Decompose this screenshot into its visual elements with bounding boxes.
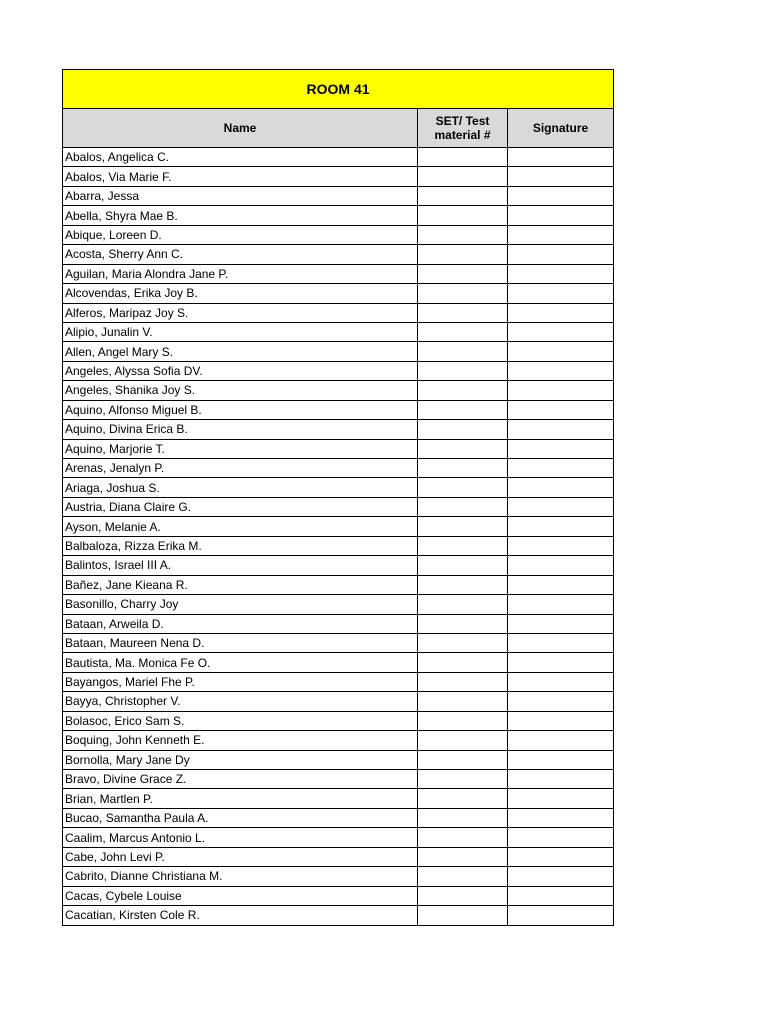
signature-cell[interactable]	[508, 264, 614, 283]
table-row	[63, 770, 614, 789]
student-name-cell: Bornolla, Mary Jane Dy	[63, 750, 418, 769]
set-material-cell[interactable]	[418, 731, 508, 750]
table-row	[63, 750, 614, 769]
student-name-cell: Aguilan, Maria Alondra Jane P.	[63, 264, 418, 283]
set-material-cell[interactable]	[418, 264, 508, 283]
set-material-cell[interactable]	[418, 303, 508, 322]
set-material-cell[interactable]	[418, 633, 508, 652]
signature-cell[interactable]	[508, 808, 614, 827]
student-name-cell: Cacas, Cybele Louise	[63, 886, 418, 905]
table-row	[63, 653, 614, 672]
signature-cell[interactable]	[508, 459, 614, 478]
table-row	[63, 614, 614, 633]
table-row	[63, 711, 614, 730]
student-name-cell: Angeles, Shanika Joy S.	[63, 381, 418, 400]
attendance-rows	[63, 148, 614, 926]
attendance-table	[62, 69, 614, 926]
student-name-cell: Abalos, Via Marie F.	[63, 167, 418, 186]
student-name-cell: Austria, Diana Claire G.	[63, 497, 418, 516]
signature-cell[interactable]	[508, 595, 614, 614]
signature-cell[interactable]	[508, 847, 614, 866]
student-name-cell: Basonillo, Charry Joy	[63, 595, 418, 614]
set-material-cell[interactable]	[418, 478, 508, 497]
student-name-cell: Ariaga, Joshua S.	[63, 478, 418, 497]
signature-cell[interactable]	[508, 303, 614, 322]
signature-cell[interactable]	[508, 672, 614, 691]
signature-cell[interactable]	[508, 867, 614, 886]
set-material-cell[interactable]	[418, 770, 508, 789]
set-material-cell[interactable]	[418, 867, 508, 886]
table-row	[63, 478, 614, 497]
set-material-cell[interactable]	[418, 342, 508, 361]
set-material-cell[interactable]	[418, 828, 508, 847]
student-name-cell: Caalim, Marcus Antonio L.	[63, 828, 418, 847]
set-material-cell[interactable]	[418, 497, 508, 516]
signature-cell[interactable]	[508, 186, 614, 205]
table-row	[63, 361, 614, 380]
student-name-cell: Alferos, Maripaz Joy S.	[63, 303, 418, 322]
student-name-cell: Balintos, Israel III A.	[63, 556, 418, 575]
table-row	[63, 225, 614, 244]
student-name-cell: Abarra, Jessa	[63, 186, 418, 205]
room-title: ROOM 41	[63, 70, 614, 109]
student-name-cell: Aquino, Divina Erica B.	[63, 420, 418, 439]
signature-cell[interactable]	[508, 478, 614, 497]
signature-cell[interactable]	[508, 731, 614, 750]
student-name-cell: Abella, Shyra Mae B.	[63, 206, 418, 225]
set-material-cell[interactable]	[418, 653, 508, 672]
table-row	[63, 886, 614, 905]
set-material-cell[interactable]	[418, 692, 508, 711]
student-name-cell: Alipio, Junalin V.	[63, 322, 418, 341]
signature-cell[interactable]	[508, 167, 614, 186]
set-material-cell[interactable]	[418, 750, 508, 769]
signature-cell[interactable]	[508, 886, 614, 905]
signature-cell[interactable]	[508, 906, 614, 925]
student-name-cell: Boquing, John Kenneth E.	[63, 731, 418, 750]
signature-cell[interactable]	[508, 206, 614, 225]
table-row	[63, 692, 614, 711]
header-row	[63, 109, 614, 148]
signature-cell[interactable]	[508, 692, 614, 711]
set-material-cell[interactable]	[418, 206, 508, 225]
table-row	[63, 342, 614, 361]
signature-column-header: Signature	[508, 109, 614, 148]
table-row	[63, 575, 614, 594]
student-name-cell: Bataan, Arweila D.	[63, 614, 418, 633]
set-material-cell[interactable]	[418, 536, 508, 555]
set-material-cell[interactable]	[418, 381, 508, 400]
table-row	[63, 206, 614, 225]
set-material-cell[interactable]	[418, 614, 508, 633]
signature-cell[interactable]	[508, 420, 614, 439]
table-row	[63, 245, 614, 264]
set-material-cell[interactable]	[418, 517, 508, 536]
table-row	[63, 497, 614, 516]
table-row	[63, 303, 614, 322]
set-material-cell[interactable]	[418, 400, 508, 419]
signature-cell[interactable]	[508, 439, 614, 458]
signature-cell[interactable]	[508, 381, 614, 400]
signature-cell[interactable]	[508, 361, 614, 380]
signature-cell[interactable]	[508, 633, 614, 652]
set-material-cell[interactable]	[418, 711, 508, 730]
set-material-cell[interactable]	[418, 361, 508, 380]
student-name-cell: Alcovendas, Erika Joy B.	[63, 284, 418, 303]
student-name-cell: Bayya, Christopher V.	[63, 692, 418, 711]
signature-cell[interactable]	[508, 750, 614, 769]
table-row	[63, 808, 614, 827]
student-name-cell: Ayson, Melanie A.	[63, 517, 418, 536]
set-material-cell[interactable]	[418, 906, 508, 925]
table-row	[63, 789, 614, 808]
signature-cell[interactable]	[508, 653, 614, 672]
student-name-cell: Arenas, Jenalyn P.	[63, 459, 418, 478]
signature-cell[interactable]	[508, 245, 614, 264]
table-row	[63, 906, 614, 925]
student-name-cell: Cabe, John Levi P.	[63, 847, 418, 866]
student-name-cell: Abique, Loreen D.	[63, 225, 418, 244]
set-material-cell[interactable]	[418, 575, 508, 594]
table-row	[63, 420, 614, 439]
set-material-cell[interactable]	[418, 245, 508, 264]
table-row	[63, 847, 614, 866]
table-row	[63, 459, 614, 478]
table-row	[63, 731, 614, 750]
student-name-cell: Aquino, Marjorie T.	[63, 439, 418, 458]
signature-cell[interactable]	[508, 284, 614, 303]
set-material-cell[interactable]	[418, 595, 508, 614]
table-row	[63, 167, 614, 186]
table-row	[63, 284, 614, 303]
attendance-sheet	[62, 69, 613, 926]
table-row	[63, 556, 614, 575]
table-row	[63, 400, 614, 419]
set-material-cell[interactable]	[418, 789, 508, 808]
signature-cell[interactable]	[508, 614, 614, 633]
set-material-cell[interactable]	[418, 847, 508, 866]
student-name-cell: Angeles, Alyssa Sofia DV.	[63, 361, 418, 380]
set-material-cell[interactable]	[418, 808, 508, 827]
student-name-cell: Bañez, Jane Kieana R.	[63, 575, 418, 594]
set-material-cell[interactable]	[418, 186, 508, 205]
signature-cell[interactable]	[508, 536, 614, 555]
table-row	[63, 264, 614, 283]
signature-cell[interactable]	[508, 711, 614, 730]
student-name-cell: Aquino, Alfonso Miguel B.	[63, 400, 418, 419]
student-name-cell: Bolasoc, Erico Sam S.	[63, 711, 418, 730]
student-name-cell: Bayangos, Mariel Fhe P.	[63, 672, 418, 691]
table-row	[63, 517, 614, 536]
table-row	[63, 381, 614, 400]
student-name-cell: Bravo, Divine Grace Z.	[63, 770, 418, 789]
table-row	[63, 322, 614, 341]
student-name-cell: Bucao, Samantha Paula A.	[63, 808, 418, 827]
table-row	[63, 595, 614, 614]
signature-cell[interactable]	[508, 400, 614, 419]
set-material-header-text: SET/ Test material #	[434, 114, 491, 142]
signature-cell[interactable]	[508, 770, 614, 789]
set-material-cell[interactable]	[418, 459, 508, 478]
signature-cell[interactable]	[508, 322, 614, 341]
set-material-cell[interactable]	[418, 886, 508, 905]
student-name-cell: Brian, Martlen P.	[63, 789, 418, 808]
table-row	[63, 867, 614, 886]
table-row	[63, 633, 614, 652]
student-name-cell: Allen, Angel Mary S.	[63, 342, 418, 361]
signature-cell[interactable]	[508, 556, 614, 575]
set-material-cell[interactable]	[418, 148, 508, 167]
table-row	[63, 672, 614, 691]
table-row	[63, 148, 614, 167]
name-column-header: Name	[63, 109, 418, 148]
signature-cell[interactable]	[508, 497, 614, 516]
set-material-cell[interactable]	[418, 284, 508, 303]
set-material-cell[interactable]	[418, 439, 508, 458]
set-material-cell[interactable]	[418, 672, 508, 691]
student-name-cell: Acosta, Sherry Ann C.	[63, 245, 418, 264]
student-name-cell: Abalos, Angelica C.	[63, 148, 418, 167]
signature-cell[interactable]	[508, 517, 614, 536]
table-row	[63, 439, 614, 458]
signature-cell[interactable]	[508, 828, 614, 847]
signature-cell[interactable]	[508, 225, 614, 244]
set-material-cell[interactable]	[418, 167, 508, 186]
set-material-cell[interactable]	[418, 225, 508, 244]
title-row	[63, 70, 614, 109]
table-row	[63, 828, 614, 847]
set-material-column-header	[418, 109, 508, 148]
signature-cell[interactable]	[508, 342, 614, 361]
signature-cell[interactable]	[508, 789, 614, 808]
student-name-cell: Balbaloza, Rizza Erika M.	[63, 536, 418, 555]
set-material-cell[interactable]	[418, 322, 508, 341]
student-name-cell: Bautista, Ma. Monica Fe O.	[63, 653, 418, 672]
table-row	[63, 186, 614, 205]
set-material-cell[interactable]	[418, 556, 508, 575]
signature-cell[interactable]	[508, 148, 614, 167]
table-row	[63, 536, 614, 555]
student-name-cell: Cabrito, Dianne Christiana M.	[63, 867, 418, 886]
student-name-cell: Cacatian, Kirsten Cole R.	[63, 906, 418, 925]
signature-cell[interactable]	[508, 575, 614, 594]
student-name-cell: Bataan, Maureen Nena D.	[63, 633, 418, 652]
set-material-cell[interactable]	[418, 420, 508, 439]
